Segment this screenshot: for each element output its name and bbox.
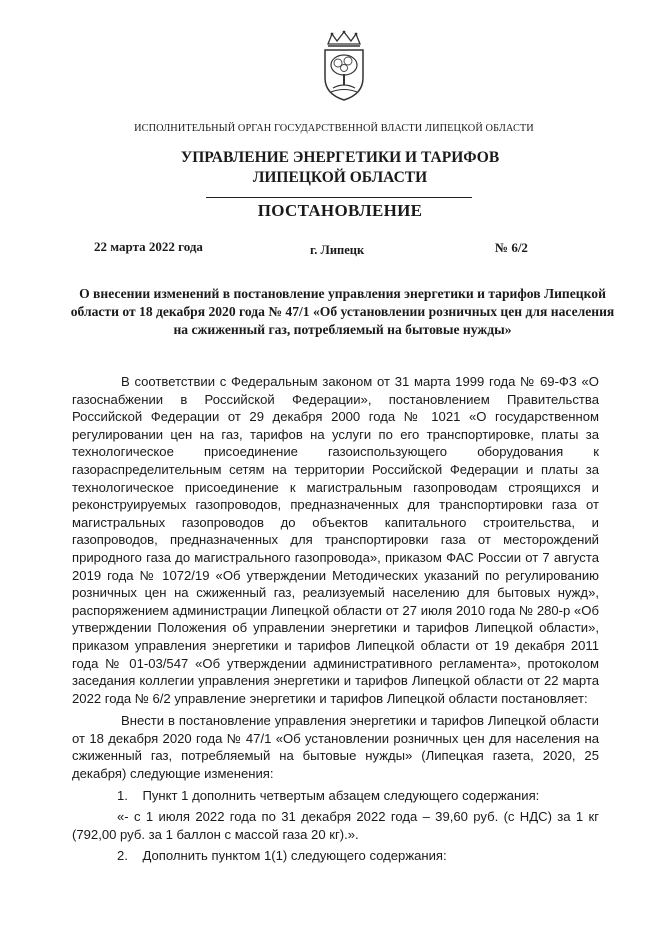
document-title: О внесении изменений в постановление управления энергетики и тарифов Липецкой области от 18 декабря 2020 года № 47/1 «Об установлении розничных цен для населения на сжиженный газ, потребляемый на бытовые нужды»	[70, 286, 615, 337]
document-city: г. Липецк	[310, 243, 365, 257]
list-item-2: 2. Дополнить пунктом 1(1) следующего содержания:	[117, 848, 447, 864]
department-name-line1: УПРАВЛЕНИЕ ЭНЕРГЕТИКИ И ТАРИФОВ	[180, 149, 500, 166]
document-type: ПОСТАНОВЛЕНИЕ	[257, 201, 423, 220]
list-item-1: 1. Пункт 1 дополнить четвертым абзацем следующего содержания:	[117, 787, 540, 803]
quoted-text: «- с 1 июля 2022 года по 31 декабря 2022 года – 39,60 руб. (с НДС) за 1 кг (792,00 руб. за 1 баллон с массой газа 20 кг).».	[72, 809, 599, 842]
document-date: 22 марта 2022 года	[94, 239, 203, 254]
header-divider	[206, 197, 472, 198]
document-number: № 6/2	[495, 240, 528, 255]
intro-paragraph: Внести в постановление управления энергетики и тарифов Липецкой области от 18 декабря 2020 года № 47/1 «Об установлении розничных цен для населения на сжиженный газ, потребляемый на бытовые нужды» (Липецкая газета, 2020, 25 декабря) следующие изменения:	[72, 713, 599, 782]
lipetsk-coat-of-arms-icon	[318, 30, 370, 102]
preamble-paragraph: В соответствии с Федеральным законом от 31 марта 1999 года № 69-ФЗ «О газоснабжении в Российской Федерации», постановлением Правительства Российской Федерации от 29 декабря 2000 года № 1021 «О государственном регулировании цен на газ, тарифов на услуги по его транспортировке, платы за технологическое присоединение газоиспользующего оборудования к газораспределительным сетям на территории Российской Федерации и платы за технологическое присоединение к магистральным газопроводам строящихся и реконструируемых газопроводов, предназначенных для транспортировки газа от магистральных газопроводов до объектов капитального строительства, и газопроводов, предназначенных для транспортировки газа от месторождений природного газа до магистрального газопровода», приказом ФАС России от 7 августа 2019 года № 1072/19 «Об утверждении Методических указаний по регулированию розничных цен на сжиженный газ, реализуемый населению для бытовых нужд», распоряжением администрации Липецкой области от 27 июля 2010 года № 280-р «Об утверждении Положения об управлении энергетики и тарифов Липецкой области», приказом управления энергетики и тарифов Липецкой области от 19 декабря 2011 года № 01-03/547 «Об утверждении административного регламента», протоколом заседания коллегии управления энергетики и тарифов Липецкой области от 22 марта 2022 года № 6/2 управление энергетики и тарифов Липецкой области постановляет:	[72, 374, 599, 706]
department-name	[0, 148, 668, 188]
department-name-line2: ЛИПЕЦКОЙ ОБЛАСТИ	[252, 169, 428, 186]
organization-name: ИСПОЛНИТЕЛЬНЫЙ ОРГАН ГОСУДАРСТВЕННОЙ ВЛАСТИ ЛИПЕЦКОЙ ОБЛАСТИ	[134, 123, 534, 134]
document-body	[72, 373, 599, 865]
